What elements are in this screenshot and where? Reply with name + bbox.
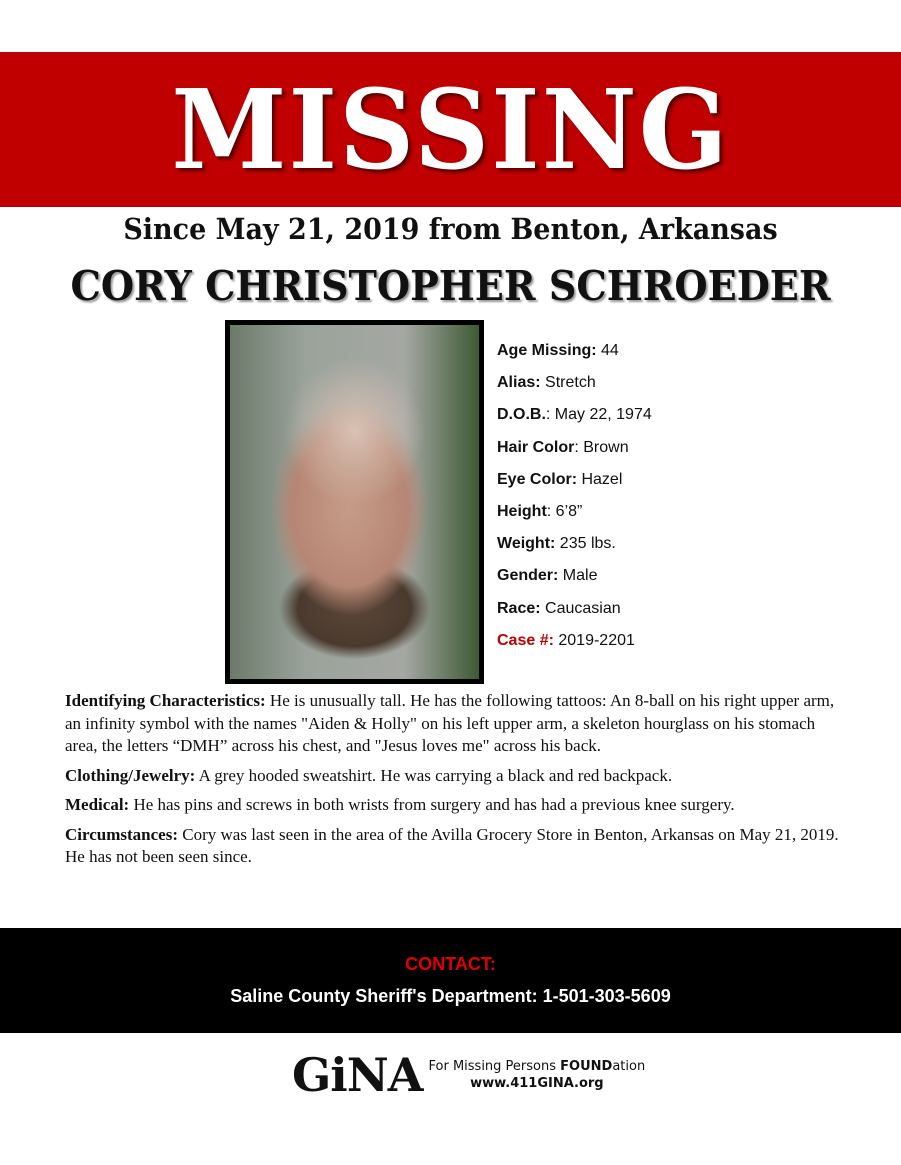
description xyxy=(65,690,845,876)
identifying-characteristics: Identifying Characteristics: He is unusually tall. He has the following tattoos: An 8-ball on his right upper arm, an infinity symbol with the names "Aiden & Holly" on his left upper arm, a skeleton hourglass on his stomach area, the letters “DMH” across his chest, and "Jesus loves me" across his back. xyxy=(65,691,835,755)
missing-title: MISSING xyxy=(171,64,730,195)
gina-tagline: For Missing Persons FOUNDation xyxy=(428,1059,646,1074)
contact-value: Saline County Sheriff's Department: 1-501-303-5609 xyxy=(230,986,671,1006)
details-list xyxy=(497,342,652,664)
circumstances: Circumstances: Cory was last seen in the area of the Avilla Grocery Store in Benton, Arkansas on May 21, 2019. He has not been seen since. xyxy=(65,824,839,866)
detail-weight: Weight: 235 lbs. xyxy=(497,535,616,553)
detail-gender: Gender: Male xyxy=(497,567,598,585)
gina-logo-text: GiNA xyxy=(292,1048,423,1102)
detail-case: Case #: 2019-2201 xyxy=(497,631,635,649)
person-name: CORY CHRISTOPHER SCHROEDER xyxy=(70,262,831,310)
clothing: Clothing/Jewelry: A grey hooded sweatshirt. He was carrying a black and red backpack. xyxy=(65,765,673,785)
detail-age: Age Missing: 44 xyxy=(497,342,619,359)
person-photo xyxy=(225,320,484,684)
missing-banner xyxy=(0,52,901,207)
missing-since: Since May 21, 2019 from Benton, Arkansas xyxy=(123,212,778,246)
gina-url[interactable]: www.411GINA.org xyxy=(470,1076,604,1091)
detail-race: Race: Caucasian xyxy=(497,599,621,617)
detail-hair: Hair Color: Brown xyxy=(497,438,629,456)
gina-logo xyxy=(292,1048,645,1102)
detail-dob: D.O.B.: May 22, 1974 xyxy=(497,406,652,424)
detail-eye: Eye Color: Hazel xyxy=(497,470,623,488)
contact-label: CONTACT: xyxy=(405,954,496,974)
detail-height: Height: 6’8” xyxy=(497,502,583,520)
medical: Medical: He has pins and screws in both wrists from surgery and has had a previous knee surgery. xyxy=(65,795,735,814)
contact-band xyxy=(0,928,901,1033)
detail-alias: Alias: Stretch xyxy=(497,374,596,392)
